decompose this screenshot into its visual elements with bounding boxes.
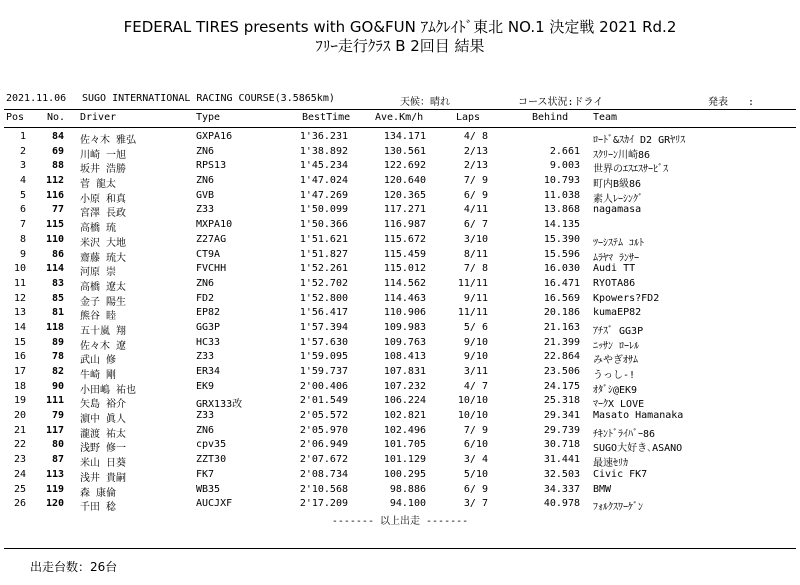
cell-behind: 2.661 bbox=[549, 145, 580, 157]
cell-type: GXPA16 bbox=[196, 131, 233, 142]
cell-type: Z33 bbox=[196, 204, 215, 216]
cell-team: ﾌｫﾙｸｽﾜｰｹﾞﾝ bbox=[593, 502, 643, 514]
course-name: SUGO INTERNATIONAL RACING COURSE(3.5865km) bbox=[82, 93, 335, 104]
cell-pos: 24 bbox=[13, 468, 26, 480]
cell-team: nagamasa bbox=[593, 204, 642, 216]
cell-team: Masato Hamanaka bbox=[593, 410, 684, 422]
cell-laps: 4/ 7 bbox=[463, 380, 488, 392]
cell-no: 78 bbox=[51, 351, 64, 363]
cell-ave: 102.496 bbox=[383, 424, 426, 436]
cell-ave: 115.672 bbox=[383, 233, 426, 245]
cell-ave: 117.271 bbox=[383, 204, 426, 216]
cell-pos: 13 bbox=[13, 307, 26, 319]
cell-laps: 4/ 8 bbox=[463, 131, 488, 142]
cell-pos: 10 bbox=[13, 263, 26, 275]
cell-team: Civic FK7 bbox=[593, 468, 648, 480]
cell-no: 83 bbox=[51, 277, 64, 289]
cell-pos: 7 bbox=[19, 219, 26, 231]
cell-team: ｽｸﾘｰﾝ川崎86 bbox=[593, 149, 651, 161]
cell-ave: 114.562 bbox=[383, 277, 426, 289]
cell-pos: 18 bbox=[13, 380, 26, 392]
table-row bbox=[0, 131, 800, 146]
cell-type: ER34 bbox=[196, 366, 221, 377]
cell-laps: 9/10 bbox=[463, 336, 488, 348]
header-type: Type bbox=[196, 112, 221, 123]
cell-no: 87 bbox=[51, 454, 64, 466]
table-row bbox=[0, 234, 800, 249]
cell-driver: 瀧渡 祐太 bbox=[80, 428, 127, 440]
cell-laps: 5/10 bbox=[463, 468, 488, 480]
cell-pos: 4 bbox=[19, 175, 26, 187]
cell-pos: 16 bbox=[13, 351, 26, 363]
cell-type: EP82 bbox=[196, 307, 221, 319]
cell-type: Z33 bbox=[196, 351, 215, 363]
cell-driver: 濵中 眞人 bbox=[80, 414, 127, 426]
cell-ave: 108.413 bbox=[383, 351, 426, 363]
table-row bbox=[0, 484, 800, 499]
cell-laps: 6/10 bbox=[463, 439, 488, 451]
cell-pos: 2 bbox=[19, 145, 26, 157]
table-row bbox=[0, 146, 800, 161]
header-driver: Driver bbox=[80, 112, 117, 123]
table-row bbox=[0, 439, 800, 454]
cell-type: Z33 bbox=[196, 410, 215, 422]
cell-behind: 25.318 bbox=[543, 395, 580, 407]
cell-team: 世界のｴｽｴｽｻｰﾋﾞｽ bbox=[593, 164, 668, 176]
cell-ave: 134.171 bbox=[383, 131, 426, 142]
cell-type: Z27AG bbox=[196, 233, 227, 245]
cell-best: 2'06.949 bbox=[299, 439, 348, 451]
cell-ave: 120.640 bbox=[383, 175, 426, 187]
event-date: 2021.11.06 bbox=[6, 93, 67, 104]
cell-type: HC33 bbox=[196, 336, 221, 348]
cell-driver: 浅野 修一 bbox=[80, 443, 127, 455]
cell-no: 115 bbox=[45, 219, 64, 231]
table-row bbox=[0, 381, 800, 396]
cell-behind: 16.030 bbox=[543, 263, 580, 275]
cell-laps: 8/11 bbox=[463, 248, 488, 260]
cell-laps: 3/10 bbox=[463, 233, 488, 245]
cell-pos: 19 bbox=[13, 395, 26, 407]
cell-no: 77 bbox=[51, 204, 64, 216]
table-row bbox=[0, 425, 800, 440]
cell-laps: 3/ 7 bbox=[463, 498, 488, 510]
table-row bbox=[0, 263, 800, 278]
cell-driver: 小原 和真 bbox=[80, 193, 127, 205]
cell-best: 1'56.417 bbox=[299, 307, 348, 319]
cell-laps: 4/11 bbox=[463, 204, 488, 216]
announce-time: 発表 : bbox=[708, 97, 755, 108]
cell-driver: 熊谷 睦 bbox=[80, 311, 117, 323]
table-row bbox=[0, 351, 800, 366]
table-row bbox=[0, 219, 800, 234]
cell-best: 1'51.827 bbox=[299, 248, 348, 260]
cell-ave: 116.987 bbox=[383, 219, 426, 231]
cell-team: 最速ｾﾘｶ bbox=[593, 458, 628, 470]
cell-team: RYOTA86 bbox=[593, 277, 636, 289]
table-row bbox=[0, 278, 800, 293]
cell-driver: 米沢 大地 bbox=[80, 237, 127, 249]
cell-driver: 千田 稔 bbox=[80, 502, 117, 514]
cell-ave: 98.886 bbox=[389, 483, 426, 495]
cell-driver: 齋藤 琉大 bbox=[80, 252, 127, 264]
cell-team: みやぎｵｻﾑ bbox=[593, 355, 638, 367]
cell-behind: 11.038 bbox=[543, 189, 580, 201]
cell-driver: 佐々木 遼 bbox=[80, 340, 127, 352]
cell-behind: 29.739 bbox=[543, 424, 580, 436]
cell-pos: 22 bbox=[13, 439, 26, 451]
cell-type: GVB bbox=[196, 189, 215, 201]
table-row bbox=[0, 322, 800, 337]
cell-no: 113 bbox=[45, 468, 64, 480]
cell-laps: 10/10 bbox=[457, 410, 488, 422]
cell-best: 1'47.024 bbox=[299, 175, 348, 187]
cell-best: 2'00.406 bbox=[299, 380, 348, 392]
cell-ave: 107.831 bbox=[383, 366, 426, 377]
cell-pos: 26 bbox=[13, 498, 26, 510]
cell-no: 81 bbox=[51, 307, 64, 319]
cell-laps: 6/ 9 bbox=[463, 483, 488, 495]
cell-ave: 122.692 bbox=[383, 160, 426, 172]
cell-best: 2'17.209 bbox=[299, 498, 348, 510]
cell-no: 89 bbox=[51, 336, 64, 348]
cell-driver: 坂井 浩勝 bbox=[80, 164, 127, 176]
cell-team: ｱﾁｽﾞ GG3P bbox=[593, 325, 644, 337]
cell-ave: 110.906 bbox=[383, 307, 426, 319]
table-row bbox=[0, 249, 800, 264]
cell-pos: 12 bbox=[13, 292, 26, 304]
cell-driver: 川崎 一旭 bbox=[80, 149, 127, 161]
cell-team: ﾁｷﾝﾄﾞﾗｲﾊﾞｰ86 bbox=[593, 428, 656, 440]
cell-ave: 115.459 bbox=[383, 248, 426, 260]
cell-ave: 94.100 bbox=[389, 498, 426, 510]
cell-ave: 106.224 bbox=[383, 395, 426, 407]
footer-rule bbox=[4, 548, 796, 549]
cell-behind: 32.503 bbox=[543, 468, 580, 480]
cell-behind: 9.003 bbox=[549, 160, 580, 172]
cell-driver: 高橋 遼太 bbox=[80, 281, 127, 293]
cell-type: cpv35 bbox=[196, 439, 227, 451]
cell-best: 1'57.394 bbox=[299, 321, 348, 333]
cell-no: 111 bbox=[45, 395, 64, 407]
cell-behind: 16.569 bbox=[543, 292, 580, 304]
cell-team: ﾛｰﾄﾞ&ｽｶｲ D2 GRﾔﾘｽ bbox=[593, 135, 686, 146]
cell-driver: 森 康倫 bbox=[80, 487, 117, 499]
table-header bbox=[0, 112, 800, 126]
cell-type: ZN6 bbox=[196, 424, 215, 436]
cell-ave: 102.821 bbox=[383, 410, 426, 422]
cell-team: 素人ﾚｰｼﾝｸﾞ bbox=[593, 193, 643, 205]
cell-best: 1'45.234 bbox=[299, 160, 348, 172]
cell-ave: 120.365 bbox=[383, 189, 426, 201]
cell-behind: 24.175 bbox=[543, 380, 580, 392]
cell-behind: 22.864 bbox=[543, 351, 580, 363]
cell-behind: 20.186 bbox=[543, 307, 580, 319]
table-row bbox=[0, 175, 800, 190]
cell-type: MXPA10 bbox=[196, 219, 233, 231]
cell-pos: 15 bbox=[13, 336, 26, 348]
table-row bbox=[0, 160, 800, 175]
cell-driver: 金子 陽生 bbox=[80, 296, 127, 308]
header-team: Team bbox=[593, 112, 618, 123]
cell-pos: 25 bbox=[13, 483, 26, 495]
cell-driver: 佐々木 雅弘 bbox=[80, 135, 137, 146]
cell-behind: 16.471 bbox=[543, 277, 580, 289]
cell-driver: 宮澤 長政 bbox=[80, 208, 127, 220]
cell-ave: 115.012 bbox=[383, 263, 426, 275]
table-row bbox=[0, 204, 800, 219]
cell-no: 114 bbox=[45, 263, 64, 275]
cell-laps: 9/10 bbox=[463, 351, 488, 363]
cell-no: 120 bbox=[45, 498, 64, 510]
cell-no: 119 bbox=[45, 483, 64, 495]
cell-behind: 23.506 bbox=[543, 366, 580, 377]
cell-laps: 2/13 bbox=[463, 160, 488, 172]
table-row bbox=[0, 469, 800, 484]
cell-no: 80 bbox=[51, 439, 64, 451]
header-behind: Behind bbox=[532, 112, 569, 123]
cell-behind: 21.163 bbox=[543, 321, 580, 333]
cell-type: RPS13 bbox=[196, 160, 227, 172]
cell-no: 82 bbox=[51, 366, 64, 377]
header-ave: Ave.Km/h bbox=[375, 112, 424, 123]
cell-no: 88 bbox=[51, 160, 64, 172]
cell-team: 町内B級86 bbox=[593, 179, 642, 191]
cell-best: 2'05.572 bbox=[299, 410, 348, 422]
cell-best: 1'36.231 bbox=[299, 131, 348, 142]
weather: 天候：晴れ bbox=[400, 97, 450, 108]
table-row bbox=[0, 337, 800, 352]
cell-no: 118 bbox=[45, 321, 64, 333]
cell-best: 1'50.099 bbox=[299, 204, 348, 216]
cell-behind: 40.978 bbox=[543, 498, 580, 510]
cell-type: WB35 bbox=[196, 483, 221, 495]
cell-no: 117 bbox=[45, 424, 64, 436]
cell-no: 69 bbox=[51, 145, 64, 157]
table-row bbox=[0, 366, 800, 381]
table-row bbox=[0, 410, 800, 425]
cell-type: ZN6 bbox=[196, 175, 215, 187]
cell-no: 79 bbox=[51, 410, 64, 422]
cell-driver: 河原 崇 bbox=[80, 267, 117, 279]
results-table bbox=[0, 131, 800, 513]
header-besttime: BestTime bbox=[302, 112, 351, 123]
cell-driver: 矢島 裕介 bbox=[80, 399, 127, 411]
cell-type: EK9 bbox=[196, 380, 215, 392]
cell-ave: 109.763 bbox=[383, 336, 426, 348]
cell-team: ｵﾀﾞｼ@EK9 bbox=[593, 384, 638, 396]
cell-pos: 1 bbox=[19, 131, 26, 142]
cell-driver: 小田嶋 祐也 bbox=[80, 384, 137, 396]
cell-laps: 11/11 bbox=[457, 277, 488, 289]
cell-ave: 130.561 bbox=[383, 145, 426, 157]
cell-type: ZZT30 bbox=[196, 454, 227, 466]
table-row bbox=[0, 293, 800, 308]
header-pos: Pos bbox=[6, 112, 25, 123]
cell-best: 1'59.737 bbox=[299, 366, 348, 377]
cell-laps: 6/ 9 bbox=[463, 189, 488, 201]
cell-no: 90 bbox=[51, 380, 64, 392]
cell-type: GRX133改 bbox=[196, 399, 243, 411]
cell-behind: 30.718 bbox=[543, 439, 580, 451]
table-row bbox=[0, 190, 800, 205]
cell-laps: 7/ 9 bbox=[463, 424, 488, 436]
cell-team: ﾂｰｼｽﾃﾑ ｺﾙﾄ bbox=[593, 237, 645, 249]
cell-driver: 高橋 琉 bbox=[80, 223, 117, 235]
cell-ave: 107.232 bbox=[383, 380, 426, 392]
cell-no: 116 bbox=[45, 189, 64, 201]
cell-type: ZN6 bbox=[196, 277, 215, 289]
cell-best: 1'47.269 bbox=[299, 189, 348, 201]
cell-team: Audi TT bbox=[593, 263, 636, 275]
cell-type: FD2 bbox=[196, 292, 215, 304]
cell-ave: 114.463 bbox=[383, 292, 426, 304]
cell-behind: 13.868 bbox=[543, 204, 580, 216]
cell-pos: 9 bbox=[19, 248, 26, 260]
cell-pos: 21 bbox=[13, 424, 26, 436]
cell-laps: 9/11 bbox=[463, 292, 488, 304]
cell-type: CT9A bbox=[196, 248, 221, 260]
cell-laps: 10/10 bbox=[457, 395, 488, 407]
cell-best: 1'52.702 bbox=[299, 277, 348, 289]
header-top-rule bbox=[4, 109, 796, 110]
cell-pos: 5 bbox=[19, 189, 26, 201]
cell-pos: 6 bbox=[19, 204, 26, 216]
cell-laps: 3/11 bbox=[463, 366, 488, 377]
cell-laps: 7/ 9 bbox=[463, 175, 488, 187]
cell-behind: 31.441 bbox=[543, 454, 580, 466]
cell-type: FVCHH bbox=[196, 263, 227, 275]
cell-type: AUCJXF bbox=[196, 498, 233, 510]
cell-pos: 17 bbox=[13, 366, 26, 377]
cell-team: うっし-! bbox=[593, 370, 636, 381]
cell-driver: 浅井 貴嗣 bbox=[80, 472, 127, 484]
cell-pos: 3 bbox=[19, 160, 26, 172]
cell-laps: 5/ 6 bbox=[463, 321, 488, 333]
cell-behind: 14.135 bbox=[543, 219, 580, 231]
cell-pos: 8 bbox=[19, 233, 26, 245]
cell-laps: 3/ 4 bbox=[463, 454, 488, 466]
cell-ave: 101.705 bbox=[383, 439, 426, 451]
cell-best: 2'08.734 bbox=[299, 468, 348, 480]
cell-pos: 23 bbox=[13, 454, 26, 466]
cell-best: 1'59.095 bbox=[299, 351, 348, 363]
cell-type: GG3P bbox=[196, 321, 221, 333]
cell-driver: 五十嵐 翔 bbox=[80, 325, 127, 337]
cell-driver: 牛崎 剛 bbox=[80, 370, 117, 381]
cell-best: 2'10.568 bbox=[299, 483, 348, 495]
cell-ave: 109.983 bbox=[383, 321, 426, 333]
report-title: FEDERAL TIRES presents with GO&FUN ｱﾑｸﾚｲﾄﾞ東北 NO.1 決定戦 2021 Rd.2 bbox=[123, 18, 677, 36]
cell-no: 110 bbox=[45, 233, 64, 245]
cell-behind: 29.341 bbox=[543, 410, 580, 422]
report-subtitle: ﾌﾘｰ走行ｸﾗｽ B 2回目 結果 bbox=[315, 37, 485, 55]
cell-laps: 6/ 7 bbox=[463, 219, 488, 231]
event-info bbox=[0, 93, 800, 107]
table-row bbox=[0, 498, 800, 513]
cell-pos: 20 bbox=[13, 410, 26, 422]
cell-no: 86 bbox=[51, 248, 64, 260]
entry-count: 出走台数：26台 bbox=[30, 560, 118, 574]
cell-laps: 7/ 8 bbox=[463, 263, 488, 275]
cell-best: 2'05.970 bbox=[299, 424, 348, 436]
cell-ave: 100.295 bbox=[383, 468, 426, 480]
cell-type: FK7 bbox=[196, 468, 215, 480]
cell-no: 112 bbox=[45, 175, 64, 187]
cell-behind: 34.337 bbox=[543, 483, 580, 495]
cell-behind: 21.399 bbox=[543, 336, 580, 348]
cell-driver: 米山 日葵 bbox=[80, 458, 127, 470]
table-row bbox=[0, 307, 800, 322]
cell-best: 1'38.892 bbox=[299, 145, 348, 157]
cell-pos: 11 bbox=[13, 277, 26, 289]
cell-laps: 2/13 bbox=[463, 145, 488, 157]
cell-driver: 菅 龍太 bbox=[80, 179, 117, 191]
cell-best: 1'52.800 bbox=[299, 292, 348, 304]
cell-best: 1'51.621 bbox=[299, 233, 348, 245]
cell-behind: 15.390 bbox=[543, 233, 580, 245]
cell-team: Kpowers?FD2 bbox=[593, 292, 660, 304]
table-row bbox=[0, 454, 800, 469]
cell-best: 2'07.672 bbox=[299, 454, 348, 466]
header-laps: Laps bbox=[456, 112, 481, 123]
cell-pos: 14 bbox=[13, 321, 26, 333]
cell-no: 84 bbox=[51, 131, 64, 142]
cell-type: ZN6 bbox=[196, 145, 215, 157]
cell-behind: 10.793 bbox=[543, 175, 580, 187]
end-marker: ------- 以上出走 ------- bbox=[331, 516, 469, 527]
cell-team: ﾑﾗﾔﾏ ﾗﾝｻｰ bbox=[593, 252, 640, 264]
cell-behind: 15.596 bbox=[543, 248, 580, 260]
cell-team: BMW bbox=[593, 483, 612, 495]
cell-no: 85 bbox=[51, 292, 64, 304]
cell-best: 1'50.366 bbox=[299, 219, 348, 231]
cell-team: kumaEP82 bbox=[593, 307, 642, 319]
cell-best: 1'52.261 bbox=[299, 263, 348, 275]
cell-laps: 11/11 bbox=[457, 307, 488, 319]
cell-team: SUGO大好き､ASANO bbox=[593, 443, 683, 455]
track-condition: コース状況:ドライ bbox=[518, 97, 604, 108]
header-no: No. bbox=[47, 112, 66, 123]
cell-driver: 武山 修 bbox=[80, 355, 117, 367]
cell-best: 2'01.549 bbox=[299, 395, 348, 407]
header-bottom-rule bbox=[4, 127, 796, 128]
cell-team: ﾆｯｻﾝ ﾛｰﾚﾙ bbox=[593, 340, 640, 352]
cell-team: ﾏｰｸX LOVE bbox=[593, 399, 645, 411]
cell-best: 1'57.630 bbox=[299, 336, 348, 348]
cell-ave: 101.129 bbox=[383, 454, 426, 466]
table-row bbox=[0, 395, 800, 410]
